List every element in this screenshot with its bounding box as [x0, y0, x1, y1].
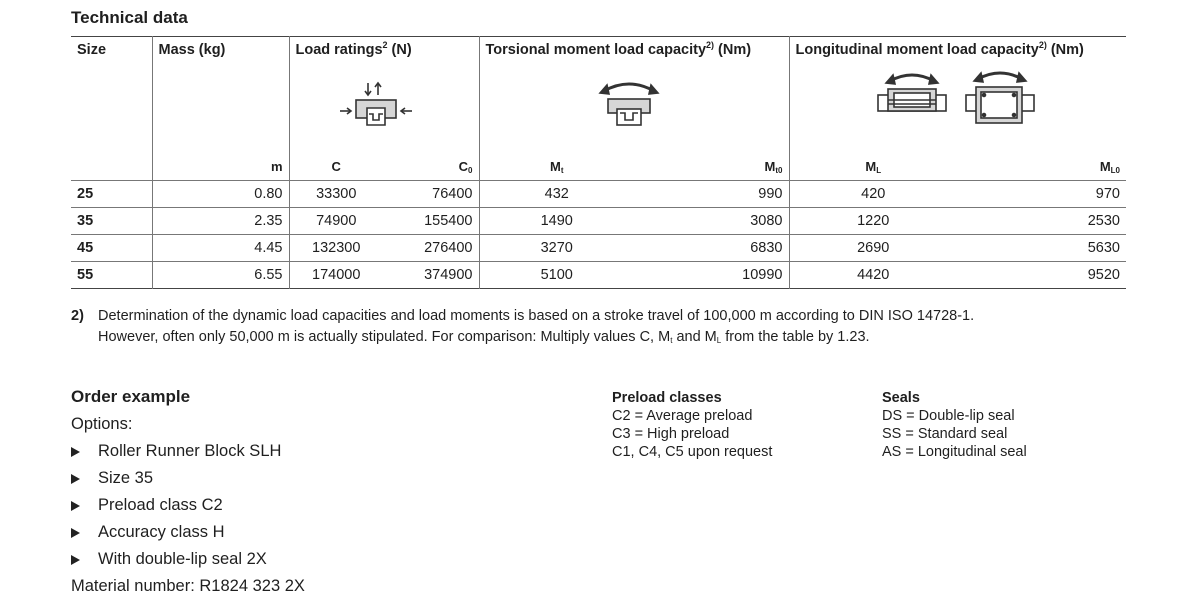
- subheader-mt0: $M_{t0}$: [764, 158, 783, 175]
- footnote: [71, 306, 1138, 349]
- material-number: Material number: R1824 323 2X: [71, 577, 305, 595]
- table-row: [71, 262, 1126, 289]
- cell-m: 0.80: [152, 181, 289, 208]
- footnote-line-2: However, often only 50,000 m is actually stipulated. For comparison: Multiply values C, $M_t$ and $M_L$ from the table by 1.23.: [98, 329, 870, 345]
- seals: [882, 389, 1027, 461]
- longitudinal-moment-top-icon: [964, 69, 1036, 125]
- technical-data-table: [71, 36, 1126, 289]
- load-rating-diagram-icon: [340, 81, 420, 127]
- table-header-row: [71, 37, 1126, 147]
- cell-c: 74900: [289, 208, 383, 235]
- cell-ml: 2690: [789, 235, 957, 262]
- header-size: Size: [77, 42, 107, 58]
- longitudinal-moment-side-icon: [876, 71, 948, 121]
- cell-m: 2.35: [152, 208, 289, 235]
- preload-line: C1, C4, C5 upon request: [612, 444, 773, 460]
- cell-ml: 420: [789, 181, 957, 208]
- subheader-empty: [71, 147, 152, 181]
- list-item: Roller Runner Block SLH: [71, 438, 305, 465]
- cell-mt: 5100: [479, 262, 634, 289]
- cell-c: 132300: [289, 235, 383, 262]
- table-row: [71, 208, 1126, 235]
- cell-size: 55: [77, 267, 94, 283]
- seals-title: Seals: [882, 390, 920, 406]
- cell-size: 25: [77, 186, 94, 202]
- cell-ml: 4420: [789, 262, 957, 289]
- cell-ml0: 970: [1095, 186, 1120, 202]
- cell-mt: 1490: [479, 208, 634, 235]
- table-row: [71, 181, 1126, 208]
- subheader-c0: $C_0$: [458, 158, 473, 175]
- cell-size: 45: [77, 240, 94, 256]
- list-item: Accuracy class H: [71, 519, 305, 546]
- triangle-bullet-icon: [71, 501, 80, 511]
- cell-m: 4.45: [152, 235, 289, 262]
- footnote-line-1: Determination of the dynamic load capacities and load moments is based on a stroke travel of 100,000 m according to DIN ISO 14728-1.: [98, 308, 975, 324]
- preload-line: C2 = Average preload: [612, 408, 753, 424]
- subheader-c: C: [289, 147, 383, 181]
- cell-ml0: 5630: [1087, 240, 1120, 256]
- list-item: With double-lip seal 2X: [71, 546, 305, 573]
- triangle-bullet-icon: [71, 555, 80, 565]
- preload-line: C3 = High preload: [612, 426, 730, 442]
- seal-line: AS = Longitudinal seal: [882, 444, 1027, 460]
- cell-ml: 1220: [789, 208, 957, 235]
- subheader-ml0: $M_{L0}$: [1099, 158, 1120, 175]
- cell-m: 6.55: [152, 262, 289, 289]
- order-options-list: [71, 438, 305, 573]
- cell-c0: 276400: [424, 240, 473, 256]
- order-example: [71, 387, 305, 600]
- subheader-mt: $M_t$: [479, 147, 634, 181]
- subheader-m: m: [152, 147, 289, 181]
- cell-size: 35: [77, 213, 94, 229]
- table-subheader-row: [71, 147, 1126, 181]
- cell-mt: 3270: [479, 235, 634, 262]
- preload-classes-title: Preload classes: [612, 390, 722, 406]
- seal-line: DS = Double-lip seal: [882, 408, 1015, 424]
- header-load-ratings: Load ratings$^2$ (N): [289, 37, 479, 147]
- cell-mt0: 3080: [750, 213, 783, 229]
- cell-mt0: 990: [758, 186, 783, 202]
- list-item: Preload class C2: [71, 492, 305, 519]
- cell-ml0: 9520: [1087, 267, 1120, 283]
- header-longitudinal-moment: Longitudinal moment load capacity$^{2)}$ (Nm): [789, 37, 1126, 147]
- triangle-bullet-icon: [71, 528, 80, 538]
- cell-mt0: 6830: [750, 240, 783, 256]
- options-label: Options:: [71, 415, 133, 433]
- torsional-moment-icon: [598, 79, 660, 129]
- cell-mt0: 10990: [742, 267, 783, 283]
- triangle-bullet-icon: [71, 474, 80, 484]
- section-title: Technical data: [71, 8, 188, 27]
- header-mass: Mass (kg): [152, 37, 289, 147]
- cell-mt: 432: [479, 181, 634, 208]
- cell-c0: 374900: [424, 267, 473, 283]
- list-item: Size 35: [71, 465, 305, 492]
- triangle-bullet-icon: [71, 447, 80, 457]
- table-row: [71, 235, 1126, 262]
- cell-c: 33300: [289, 181, 383, 208]
- cell-c0: 155400: [424, 213, 473, 229]
- cell-c: 174000: [289, 262, 383, 289]
- subheader-ml: $M_L$: [789, 147, 957, 181]
- header-torsional-moment: Torsional moment load capacity$^{2)}$ (Nm): [479, 37, 789, 147]
- order-example-title: Order example: [71, 387, 191, 406]
- preload-classes: [612, 389, 772, 461]
- seal-line: SS = Standard seal: [882, 426, 1008, 442]
- cell-c0: 76400: [432, 186, 473, 202]
- footnote-number: 2): [71, 308, 84, 324]
- cell-ml0: 2530: [1087, 213, 1120, 229]
